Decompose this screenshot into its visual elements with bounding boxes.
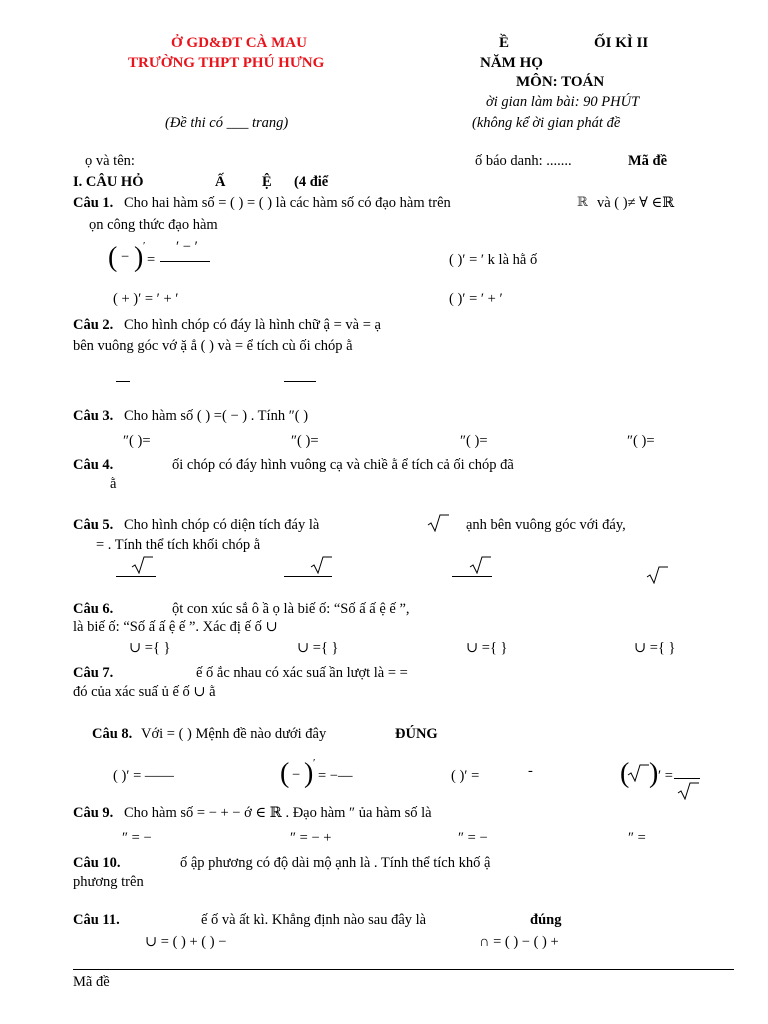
section-title-part3: Ệ (262, 174, 272, 190)
question-5-text2: ạnh bên vuông góc với đáy, (466, 517, 626, 533)
question-9-label: Câu 9. (73, 805, 114, 821)
question-8-text: Với = ( ) Mệnh đề nào dưới đây (141, 726, 327, 742)
question-6-line2: là biế ố: “Số ấ ấ ệ ế ”. Xác đị ế ố ∪ (73, 619, 278, 635)
close-paren: ) (649, 758, 659, 789)
question-1-condition: và ( )≠ ∀ ∈ℝ (597, 195, 675, 211)
q5-option-c-fraction-bar (452, 576, 492, 577)
q5-option-a-fraction-bar (116, 576, 156, 577)
q9-option-a: ″ = − (122, 830, 152, 846)
exam-subject: MÔN: TOÁN (516, 74, 605, 90)
question-2-line2: bên vuông góc vớ ặ ẳ ( ) và = ể tích cù ối chóp ằ (73, 338, 353, 354)
open-paren: ( (620, 758, 630, 789)
question-4-line2: ằ (110, 476, 117, 492)
open-paren: ( (280, 758, 290, 789)
q3-option-a: ″( )= (123, 433, 151, 449)
close-paren: ) (304, 758, 314, 789)
q9-option-b: ″ = − + (290, 830, 332, 846)
q1-formula-b: ( )′ = ′ k là hằ ố (449, 252, 538, 268)
q8-option-c: ( )′ = (451, 768, 480, 784)
question-5-label: Câu 5. (73, 517, 114, 533)
square-root-icon (627, 764, 649, 782)
minus-sign: − (292, 767, 301, 783)
section-title-part4: (4 điể (294, 174, 329, 190)
exam-title-part2: ỐI KÌ II (594, 35, 649, 51)
question-10-text: ố ập phương có độ dài mộ ạnh là . Tính thể tích khố ậ (180, 855, 491, 871)
q6-option-c: ∪ ={ } (466, 640, 508, 656)
question-4-text: ối chóp có đáy hình vuông cạ và chiề ằ ể tích cả ối chóp đã (172, 457, 514, 473)
question-8-emphasis: ĐÚNG (395, 726, 438, 742)
student-name-label: ọ và tên: (85, 153, 135, 169)
exam-title-part1: Ề (499, 35, 510, 51)
question-3-text: Cho hàm số ( ) =( − ) . Tính ″( ) (124, 408, 309, 424)
minus-sign: − (121, 249, 130, 265)
question-1-label: Câu 1. (73, 195, 114, 211)
q6-option-b: ∪ ={ } (297, 640, 339, 656)
question-9-text: Cho hàm số = − + − ớ ∈ ℝ . Đạo hàm ″ ủa hàm số là (124, 805, 432, 821)
q5-option-b-fraction-bar (284, 576, 332, 577)
q9-option-c: ″ = − (458, 830, 488, 846)
question-6-label: Câu 6. (73, 601, 114, 617)
square-root-icon (677, 782, 699, 800)
question-3-label: Câu 3. (73, 408, 114, 424)
question-5-text: Cho hình chóp có diện tích đáy là (124, 517, 320, 533)
exam-code-label: Mã đề (628, 153, 668, 169)
q3-option-c: ″( )= (460, 433, 488, 449)
section-title: I. CÂU HỎ (73, 174, 144, 190)
school-year: NĂM HỌ (480, 55, 543, 71)
q3-option-b: ″( )= (291, 433, 319, 449)
question-4-label: Câu 4. (73, 457, 114, 473)
q8-option-d: ′ = (658, 768, 673, 784)
q1-formula-a-equals: = (147, 252, 156, 268)
question-7-label: Câu 7. (73, 665, 114, 681)
q8-option-b-prime: ′ (313, 757, 316, 769)
section-title-part2: Ấ (215, 174, 226, 190)
question-11-text: ế ố và ất kì. Khẳng định nào sau đây là (201, 912, 427, 928)
square-root-icon (646, 566, 668, 584)
real-numbers-symbol: ℝ (577, 194, 588, 209)
square-root-icon (427, 514, 449, 532)
question-7-line2: đó của xác suấ ủ ế ố ∪ ằ (73, 684, 216, 700)
fraction-bar (674, 778, 700, 779)
question-1-text: Cho hai hàm số = ( ) = ( ) là các hàm số có đạo hàm trên (124, 195, 451, 211)
q1-formula-d: ( )′ = ′ + ′ (449, 291, 503, 307)
q1-formula-a-numerator: ′ − ′ (176, 239, 198, 255)
q11-option-a: ∪ = ( ) + ( ) − (145, 934, 227, 950)
square-root-icon (310, 556, 332, 574)
question-11-emphasis: đúng (530, 912, 562, 928)
prime-mark: ′ (143, 240, 146, 252)
q8-option-b: = −— (318, 768, 353, 784)
q6-option-a: ∪ ={ } (129, 640, 171, 656)
footer-exam-code: Mã đề (73, 974, 110, 990)
square-root-icon (131, 556, 153, 574)
square-root-icon (469, 556, 491, 574)
question-7-text: ế ố ắc nhau có xác suấ ần lượt là = = (196, 665, 408, 681)
question-2-label: Câu 2. (73, 317, 114, 333)
student-id-label: ố báo danh: ....... (475, 153, 572, 169)
fraction-bar (160, 261, 210, 262)
q9-option-d: ″ = (628, 830, 646, 846)
pages-note: (Đề thi có ___ trang) (165, 115, 289, 131)
question-5-line2: = . Tính thể tích khối chóp ằ (96, 537, 261, 553)
question-6-text: ột con xúc sắ ô ầ ọ là biế ố: “Số ấ ấ ệ ế ”, (172, 601, 410, 617)
school-name: TRƯỜNG THPT PHÚ HƯNG (128, 55, 325, 71)
q8-option-c-tail: - (528, 763, 533, 779)
q8-option-a: ( )′ = —— (113, 768, 174, 784)
question-10-line2: phương trên (73, 874, 144, 890)
q2-option-b-blank (284, 381, 316, 382)
question-10-label: Câu 10. (73, 855, 121, 871)
footer-divider (73, 969, 734, 970)
question-8-label: Câu 8. (92, 726, 133, 742)
department-name: Ở GD&ĐT CÀ MAU (171, 35, 307, 51)
question-1-line2: ọn công thức đạo hàm (89, 217, 218, 233)
q3-option-d: ″( )= (627, 433, 655, 449)
question-2-text: Cho hình chóp có đáy là hình chữ ậ = và = ạ (124, 317, 381, 333)
q11-option-b: ∩ = ( ) − ( ) + (479, 934, 559, 950)
close-paren: ) (134, 242, 144, 273)
open-paren: ( (108, 242, 118, 273)
exam-duration: ời gian làm bài: 90 PHÚT (486, 94, 640, 110)
duration-note: (không kể ời gian phát đề (472, 115, 621, 131)
question-11-label: Câu 11. (73, 912, 120, 928)
q1-formula-c: ( + )′ = ′ + ′ (113, 291, 179, 307)
q2-option-a-blank (116, 381, 130, 382)
q6-option-d: ∪ ={ } (634, 640, 676, 656)
